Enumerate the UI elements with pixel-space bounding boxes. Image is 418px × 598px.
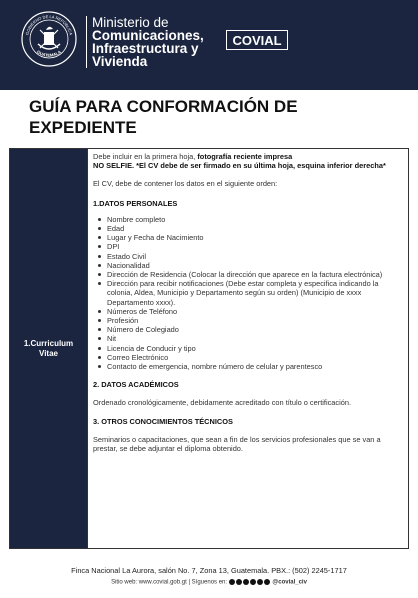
tiktok-icon[interactable]	[250, 579, 256, 585]
instagram-icon[interactable]	[243, 579, 249, 585]
ministry-line-1: Ministerio de	[92, 15, 169, 30]
follow-label: Síguenos en:	[191, 579, 228, 586]
youtube-icon[interactable]	[264, 579, 270, 585]
personal-data-list	[93, 215, 404, 371]
list-item: DPI	[93, 242, 404, 251]
list-item: Correo Electrónico	[93, 353, 404, 362]
threads-icon[interactable]	[257, 579, 263, 585]
ministry-line-3: Infraestructura y	[92, 41, 199, 56]
ministry-name	[92, 16, 204, 68]
header-divider	[86, 16, 87, 68]
section-academic-data: 2. DATOS ACADÉMICOS	[93, 380, 179, 390]
list-item: Contacto de emergencia, nombre número de celular y parentesco	[93, 362, 404, 371]
intro-bold: fotografía reciente impresa	[197, 152, 293, 161]
section-personal-data: 1.DATOS PERSONALES	[93, 198, 178, 208]
list-item: Edad	[93, 224, 404, 233]
x-icon[interactable]	[236, 579, 242, 585]
section-technical-knowledge: 3. OTROS CONOCIMIENTOS TÉCNICOS	[93, 416, 233, 426]
footer-address: Finca Nacional La Aurora, salón No. 7, Zona 13, Guatemala. PBX.: (502) 2245-1717	[71, 566, 347, 575]
requirements-table	[9, 148, 409, 549]
ministry-line-4: Vivienda	[92, 54, 148, 69]
seal-ring-text-bottom: GUATEMALA	[36, 49, 62, 58]
intro-text: Debe incluir en la primera hoja,	[93, 152, 198, 161]
footer-separator: |	[188, 579, 192, 586]
intro-paragraph	[93, 152, 404, 161]
academic-text: Ordenado cronológicamente, debidamente acreditado con título o certificación.	[93, 398, 352, 408]
order-text: El CV, debe de contener los datos en el siguiente orden:	[93, 179, 278, 189]
list-item: Dirección de Residencia (Colocar la dirección que aparece en la factura electrónica)	[93, 270, 404, 279]
covial-logo	[226, 30, 288, 50]
list-item: Números de Teléfono	[93, 307, 404, 316]
ministry-line-2: Comunicaciones,	[92, 28, 204, 43]
technical-text: Seminarios o capacitaciones, que sean a fin de los servicios profesionales que se van a prestar, se debe adjuntar el diploma obtenido.	[93, 434, 381, 454]
list-item: Nombre completo	[93, 215, 404, 224]
covial-logo-text: COVIAL	[232, 33, 282, 48]
footer-links	[0, 579, 418, 586]
row-content-cell	[88, 149, 408, 548]
facebook-icon[interactable]	[229, 579, 235, 585]
list-item: Dirección para recibir notificaciones (Debe estar completa y especifica indicando la colonia, Aldea, Municipio y Departamento según su orden) (Municipio de xxxx Departamento xxxx).	[93, 279, 404, 307]
list-item: Estado Civil	[93, 252, 404, 261]
list-item: Número de Colegiado	[93, 325, 404, 334]
selfie-note: NO SELFIE. *El CV debe de ser firmado en su última hoja, esquina inferior derecha*	[93, 161, 386, 171]
row-label-cell	[10, 149, 88, 548]
list-item: Nit	[93, 334, 404, 343]
guatemala-seal-icon	[20, 10, 78, 68]
seal-ring-text-top: GOBIERNO DE LA REPÚBLICA	[24, 13, 74, 36]
list-item: Licencia de Conducir y tipo	[93, 344, 404, 353]
list-item: Profesión	[93, 316, 404, 325]
social-handle[interactable]: @covial_civ	[272, 579, 307, 586]
website-link[interactable]: Sitio web: www.covial.gob.gt	[111, 579, 187, 586]
list-item: Lugar y Fecha de Nacimiento	[93, 233, 404, 242]
svg-text:GUATEMALA	[36, 49, 62, 58]
page-title: GUÍA PARA CONFORMACIÓN DE EXPEDIENTE	[29, 97, 298, 137]
row-label: 1.Curriculum Vitae	[23, 338, 74, 358]
list-item: Nacionalidad	[93, 261, 404, 270]
header-banner	[0, 0, 418, 90]
